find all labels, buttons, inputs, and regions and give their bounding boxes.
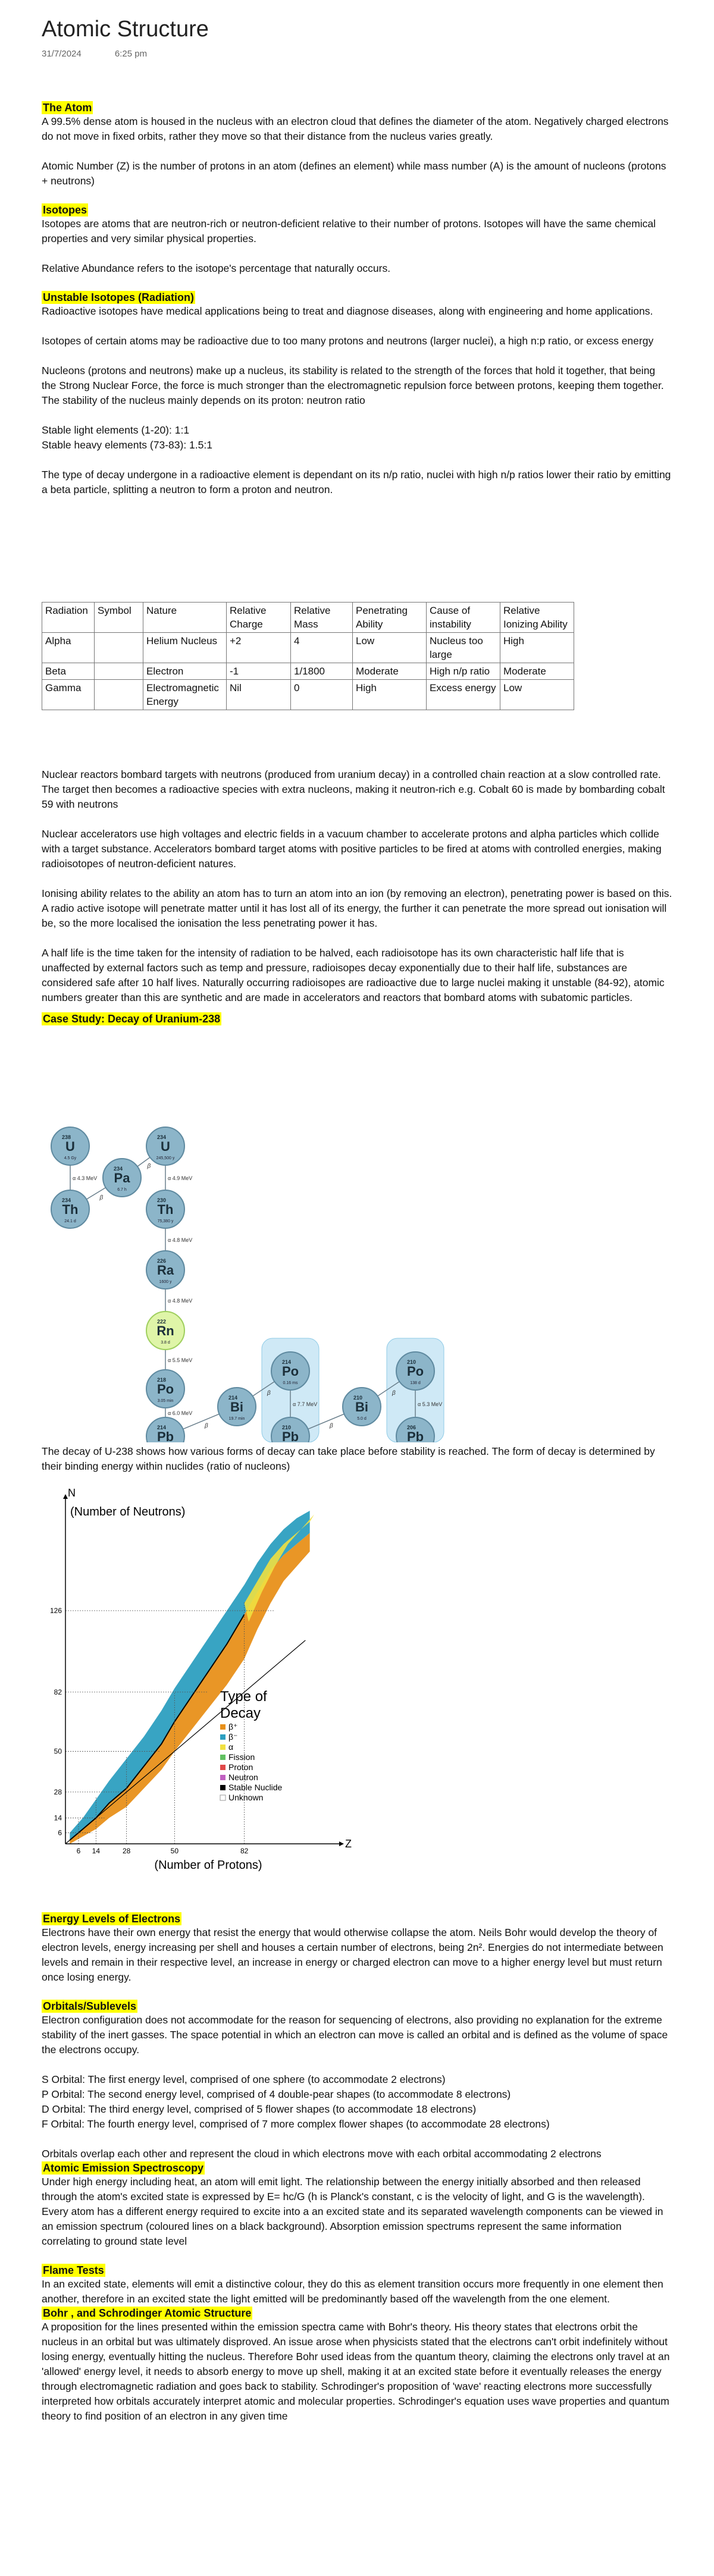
- case-study-caption: The decay of U-238 shows how various forms of decay can take place before stability is reached. The form of decay is determined by their binding energy within nuclides (ratio of nucleons): [42, 1445, 655, 1472]
- nuclide-mass: 210: [282, 1425, 292, 1430]
- section-reactors: [42, 767, 672, 1025]
- nuclide-stability-chart: [42, 1481, 363, 1874]
- nuclide-symbol: Po: [156, 1382, 174, 1397]
- nuclide-symbol: Po: [281, 1364, 299, 1379]
- heading-flame-tests: Flame Tests: [43, 2264, 104, 2276]
- table-cell: Alpha: [42, 633, 95, 663]
- nuclide-mass: 206: [407, 1425, 416, 1430]
- nuclide-mass: 210: [407, 1359, 416, 1365]
- energy-levels-paragraph: Electrons have their own energy that resist the energy that would otherwise collapse the atom. Neils Bohr would develop the theory of electron levels, energy increasing per shell and houses a certain number of electrons, being 2n². Energies do not intermediate between levels and remain in their respective level, an increase in energy or charged electron can move to a higher energy level but must return once losing energy.: [42, 1926, 663, 1983]
- legend-entry: α: [228, 1742, 234, 1752]
- radiation-table: [42, 602, 574, 710]
- nuclide-symbol: Pa: [114, 1171, 130, 1185]
- table-cell: 0: [291, 680, 353, 710]
- decay-label-beta: β: [205, 1423, 208, 1429]
- table-row: [42, 633, 574, 663]
- x-tick-label: 82: [240, 1847, 249, 1855]
- table-header-cell: Relative Charge: [227, 603, 291, 633]
- emission-paragraph: Under high energy including heat, an atom will emit light. The relationship between the energy initially absorbed and then released through the atom's excited state is expressed by E= hc/G (h is Planck's constant, c is the velocity of light, and G is the wavelength). Every atom has a different energy required to excite into a an excited state and its separated wavelength components can be viewed in an emission spectrum (coloured lines on a black background). Absorption emission spectrums represent the same information correlating to ground state level: [42, 2176, 663, 2247]
- decay-label-alpha: α 4.9 MeV: [168, 1175, 193, 1181]
- nuclide-mass: 234: [62, 1197, 71, 1203]
- nuclide-symbol: Th: [62, 1202, 79, 1217]
- nuclide-mass: 210: [353, 1395, 363, 1401]
- nuclide-half-life: 4.5 Gy: [64, 1156, 77, 1160]
- nuclide-half-life: 138 d: [410, 1381, 421, 1385]
- nuclide-symbol: Th: [157, 1202, 174, 1217]
- legend-entry: Proton: [228, 1762, 253, 1772]
- nuclide-half-life: 3.8 d: [161, 1341, 170, 1345]
- x-axis-label: (Number of Protons): [154, 1859, 262, 1872]
- y-tick-label: 126: [49, 1607, 62, 1615]
- heading-the-atom: The Atom: [43, 102, 92, 114]
- legend-swatch: [220, 1755, 226, 1760]
- note-meta: [42, 49, 178, 59]
- table-row: [42, 663, 574, 680]
- section-intro: [42, 101, 672, 497]
- table-cell: Moderate: [500, 663, 574, 680]
- table-header-cell: Nature: [143, 603, 227, 633]
- table-cell: Electron: [143, 663, 227, 680]
- legend-entry: β⁻: [228, 1732, 238, 1742]
- heading-isotopes: Isotopes: [43, 204, 87, 216]
- table-cell: [95, 633, 143, 663]
- heading-case-study: Case Study: Decay of Uranium-238: [43, 1013, 221, 1025]
- y-axis-letter: N: [68, 1487, 76, 1499]
- nuclide-half-life: 75,380 y: [157, 1219, 174, 1223]
- x-axis-letter: Z: [345, 1838, 352, 1850]
- table-cell: Nucleus too large: [427, 633, 500, 663]
- table-header-cell: Symbol: [95, 603, 143, 633]
- decay-label-alpha: α 5.5 MeV: [168, 1357, 193, 1363]
- x-tick-label: 6: [76, 1847, 81, 1855]
- table-cell: Excess energy: [427, 680, 500, 710]
- legend-entry: Stable Nuclide: [228, 1783, 283, 1792]
- x-axis-arrow: [339, 1841, 344, 1846]
- n-equals-z-line: [65, 1640, 305, 1844]
- table-cell: Beta: [42, 663, 95, 680]
- y-axis-arrow: [63, 1494, 68, 1499]
- decay-label-beta: β: [392, 1390, 396, 1397]
- decay-label-alpha: α 6.0 MeV: [168, 1410, 193, 1416]
- y-tick-label: 14: [54, 1813, 62, 1822]
- table-cell: [95, 680, 143, 710]
- stable-heavy-elements: Stable heavy elements (73-83): 1.5:1: [42, 439, 212, 451]
- y-axis-label: (Number of Neutrons): [70, 1505, 186, 1518]
- isotopes-paragraph-2: Relative Abundance refers to the isotope's percentage that naturally occurs.: [42, 262, 391, 274]
- note-time: 6:25 pm: [114, 49, 148, 59]
- legend-entry: Fission: [228, 1752, 255, 1762]
- y-tick-label: 82: [54, 1687, 62, 1696]
- decay-label-beta: β: [99, 1194, 104, 1201]
- legend-entry: Unknown: [228, 1793, 264, 1802]
- y-tick-label: 50: [54, 1747, 62, 1756]
- heading-bohr-schrodinger: Bohr , and Schrodinger Atomic Structure: [43, 2307, 252, 2319]
- case-study-caption-wrap: [42, 1444, 672, 1474]
- table-cell: Moderate: [353, 663, 427, 680]
- nuclide-mass: 214: [157, 1425, 167, 1430]
- x-tick-label: 28: [122, 1847, 131, 1855]
- atom-paragraph-1: A 99.5% dense atom is housed in the nucleus with an electron cloud that defines the diameter of the atom. Negatively charged electrons do not move in fixed orbits, rather they move so that their distance from the nucleus varies greatly.: [42, 115, 669, 142]
- atom-paragraph-2: Atomic Number (Z) is the number of protons in an atom (defines an element) while mass number (A) is the amount of nucleons (protons + neutrons): [42, 160, 666, 187]
- unstable-paragraph-3: Nucleons (protons and neutrons) make up a nucleus, its stability is related to the strength of the forces that hold it together, that being the Strong Nuclear Force, the force is much stronger than the electromagnetic repulsion force between protons, keeping them together. The stability of the nucleus mainly depends on its proton: neutron ratio: [42, 365, 664, 406]
- legend-title-line-1: Type of: [220, 1689, 267, 1705]
- unstable-paragraph-5: The type of decay undergone in a radioactive element is dependant on its n/p ratio, nuclei with high n/p ratios lower their ratio by emitting a beta particle, splitting a neutron to form a proton and neutron.: [42, 469, 671, 495]
- decay-label-alpha: α 4.3 MeV: [73, 1175, 98, 1181]
- nuclide-half-life: 6.7 h: [117, 1188, 127, 1192]
- table-cell: High: [500, 633, 574, 663]
- unstable-paragraph-2: Isotopes of certain atoms may be radioactive due to too many protons and neutrons (larger nuclei), a high n:p ratio, or excess energy: [42, 335, 654, 347]
- table-cell: 1/1800: [291, 663, 353, 680]
- heading-unstable-isotopes: Unstable Isotopes (Radiation): [43, 291, 195, 303]
- decay-label-alpha: α 5.3 MeV: [418, 1401, 443, 1407]
- nuclide-symbol: Pb: [406, 1429, 424, 1442]
- reactors-paragraph: Nuclear reactors bombard targets with neutrons (produced from uranium decay) in a controlled chain reaction at a slow controlled rate. The target then becomes a radioactive species with extra nucleons, making it neutron-rich e.g. Cobalt 60 is made by bombarding cobalt 59 with neutrons: [42, 768, 665, 810]
- nuclide-mass: 222: [157, 1319, 167, 1325]
- legend-entry: Neutron: [228, 1772, 258, 1782]
- p-orbital: P Orbital: The second energy level, comprised of 4 double-pear shapes (to accommodate 8 electrons): [42, 2088, 511, 2100]
- table-cell: High n/p ratio: [427, 663, 500, 680]
- nuclide-symbol: U: [65, 1139, 75, 1154]
- nuclide-mass: 230: [157, 1197, 167, 1203]
- table-cell: Helium Nucleus: [143, 633, 227, 663]
- legend-swatch: [220, 1785, 226, 1790]
- legend-entry: β⁺: [228, 1722, 238, 1731]
- decay-label-alpha: α 4.8 MeV: [168, 1298, 193, 1304]
- nuclide-mass: 214: [282, 1359, 292, 1365]
- y-tick-label: 28: [54, 1787, 62, 1796]
- decay-label-alpha: α 4.8 MeV: [168, 1237, 193, 1243]
- nuclide-mass: 238: [62, 1134, 71, 1140]
- decay-label-beta: β: [267, 1390, 271, 1397]
- nuclide-symbol: Pb: [281, 1429, 299, 1442]
- table-row: [42, 680, 574, 710]
- orbitals-paragraph-2: Orbitals overlap each other and represent the cloud in which electrons move with each orbital accommodating 2 electrons: [42, 2148, 602, 2160]
- flame-tests-paragraph: In an excited state, elements will emit a distinctive colour, they do this as element transition occurs more frequently in one element then another, therefore in an excited state the light emitted will be predominantly based off the wavelength from the one element.: [42, 2278, 663, 2305]
- nuclide-half-life: 5.0 d: [357, 1417, 367, 1421]
- stable-light-elements: Stable light elements (1-20): 1:1: [42, 424, 190, 436]
- table-header-row: [42, 603, 574, 633]
- nuclide-symbol: Ra: [156, 1263, 174, 1278]
- nuclide-mass: 234: [114, 1166, 123, 1172]
- heading-orbitals: Orbitals/Sublevels: [43, 2000, 137, 2012]
- table-cell: Low: [500, 680, 574, 710]
- nuclide-mass: 234: [157, 1134, 167, 1140]
- nuclide-half-life: 24.1 d: [64, 1219, 76, 1223]
- decay-label-beta: β: [330, 1423, 333, 1429]
- legend-swatch: [220, 1734, 226, 1740]
- table-cell: 4: [291, 633, 353, 663]
- nuclide-symbol: U: [161, 1139, 170, 1154]
- nuclide-symbol: Po: [406, 1364, 424, 1379]
- legend-swatch: [220, 1775, 226, 1780]
- legend-title-line-2: Decay: [220, 1705, 261, 1721]
- half-life-paragraph: A half life is the time taken for the intensity of radiation to be halved, each radioisotope has its own characteristic half life that is unaffected by external factors such as temp and pressure, radioisopes decay exponentially due to their half life, substances are considered safe after 10 half lives. Naturally occurring radioisopes are radioactive due to large nuclei making it unstable (84-92), atomic numbers greater than this are synthetic and are made in accelerators and reactors that bombard atoms with subatomic particles.: [42, 947, 665, 1003]
- y-tick-label: 6: [58, 1828, 62, 1837]
- table-header-cell: Relative Ionizing Ability: [500, 603, 574, 633]
- nuclide-half-life: 245,500 y: [156, 1156, 175, 1160]
- table-cell: Nil: [227, 680, 291, 710]
- nuclide-half-life: 19.7 min: [228, 1417, 245, 1421]
- table-header-cell: Radiation: [42, 603, 95, 633]
- heading-energy-levels: Energy Levels of Electrons: [43, 1913, 181, 1925]
- bohr-paragraph: A proposition for the lines presented within the emission spectra came with Bohr's theory. His theory states that electrons orbit the nucleus in an orbital but was ultimately disproved. An issue arose when physicists stated that the electrons can't orbit indefinitely without losing energy, eventually hitting the nucleus. Therefore Bohr used ideas from the quantum theory, claiming the electrons only travel at an 'allowed' energy level, it needs to absorb energy to move up shell, making it at an excited state before it eventually releases the energy through electromagnetic radiation and goes back to stability. Schrodinger's proposition of 'wave' reacting electrons more successfully interpreted how orbitals accurately interpret atomic and molecular properties. Schrodinger's equation uses wave properties and quantum theory to find position of an electron in any given time: [42, 2321, 670, 2422]
- s-orbital: S Orbital: The first energy level, comprised of one sphere (to accommodate 2 electrons): [42, 2073, 446, 2085]
- nuclide-mass: 214: [228, 1395, 238, 1401]
- table-cell: +2: [227, 633, 291, 663]
- nuclide-symbol: Rn: [156, 1323, 174, 1338]
- table-cell: -1: [227, 663, 291, 680]
- nuclide-mass: 226: [157, 1258, 167, 1264]
- legend-swatch: [220, 1795, 226, 1800]
- f-orbital: F Orbital: The fourth energy level, comprised of 7 more complex flower shapes (to accommodate 28 electrons): [42, 2118, 550, 2130]
- ionising-paragraph: Ionising ability relates to the ability an atom has to turn an atom into an ion (by removing an electron), penetrating power is based on this. A radio active isotope will penetrate matter until it has lost all of its energy, the further it can penetrate the more spread out ionisation will be, so the more localised the ionisation the less penetrating power it has.: [42, 887, 672, 929]
- table-cell: Gamma: [42, 680, 95, 710]
- table-cell: High: [353, 680, 427, 710]
- legend-swatch: [220, 1724, 226, 1730]
- nuclide-half-life: 0.16 ms: [283, 1381, 298, 1385]
- nuclide-mass: 218: [157, 1377, 167, 1383]
- accelerators-paragraph: Nuclear accelerators use high voltages and electric fields in a vacuum chamber to accelerate protons and alpha particles which collide with a target substance. Accelerators bombard target atoms with positive particles to be fired at atoms with controlled energies, making radioisotopes of neutron-deficient natures.: [42, 828, 662, 870]
- heading-emission-spectroscopy: Atomic Emission Spectroscopy: [43, 2162, 204, 2174]
- nuclide-symbol: Bi: [355, 1400, 368, 1414]
- nuclide-half-life: 1600 y: [159, 1280, 172, 1284]
- table-cell: Electromagnetic Energy: [143, 680, 227, 710]
- nuclide-half-life: 3.05 min: [157, 1399, 174, 1403]
- isotopes-paragraph-1: Isotopes are atoms that are neutron-rich or neutron-deficient relative to their number of protons. Isotopes will have the same chemical properties and very similar physical properties.: [42, 218, 656, 244]
- table-header-cell: Penetrating Ability: [353, 603, 427, 633]
- u238-decay-chain-diagram: [48, 1121, 500, 1442]
- table-header-cell: Cause of instability: [427, 603, 500, 633]
- decay-label-beta: β: [147, 1163, 151, 1170]
- x-tick-label: 14: [92, 1847, 101, 1855]
- table-cell: Low: [353, 633, 427, 663]
- page-title: Atomic Structure: [42, 17, 209, 42]
- orbitals-paragraph-1: Electron configuration does not accommodate for the reason for sequencing of electrons, also providing no explanation for the extreme stability of the inert gasses. The space potential in which an electron can move is called an orbital and is defined as the volume of space the electrons occupy.: [42, 2014, 668, 2056]
- radiation-table-wrap: [42, 602, 672, 710]
- section-electrons: [42, 1912, 672, 2424]
- legend-swatch: [220, 1765, 226, 1770]
- legend-swatch: [220, 1744, 226, 1750]
- nuclide-symbol: Pb: [156, 1429, 174, 1442]
- table-header-cell: Relative Mass: [291, 603, 353, 633]
- unstable-paragraph-1: Radioactive isotopes have medical applications being to treat and diagnose diseases, along with engineering and home applications.: [42, 305, 653, 317]
- d-orbital: D Orbital: The third energy level, comprised of 5 flower shapes (to accommodate 18 electrons): [42, 2103, 477, 2115]
- nuclide-symbol: Bi: [230, 1400, 243, 1414]
- decay-label-alpha: α 7.7 MeV: [293, 1401, 318, 1407]
- x-tick-label: 50: [170, 1847, 179, 1855]
- note-date: 31/7/2024: [42, 49, 82, 59]
- table-cell: [95, 663, 143, 680]
